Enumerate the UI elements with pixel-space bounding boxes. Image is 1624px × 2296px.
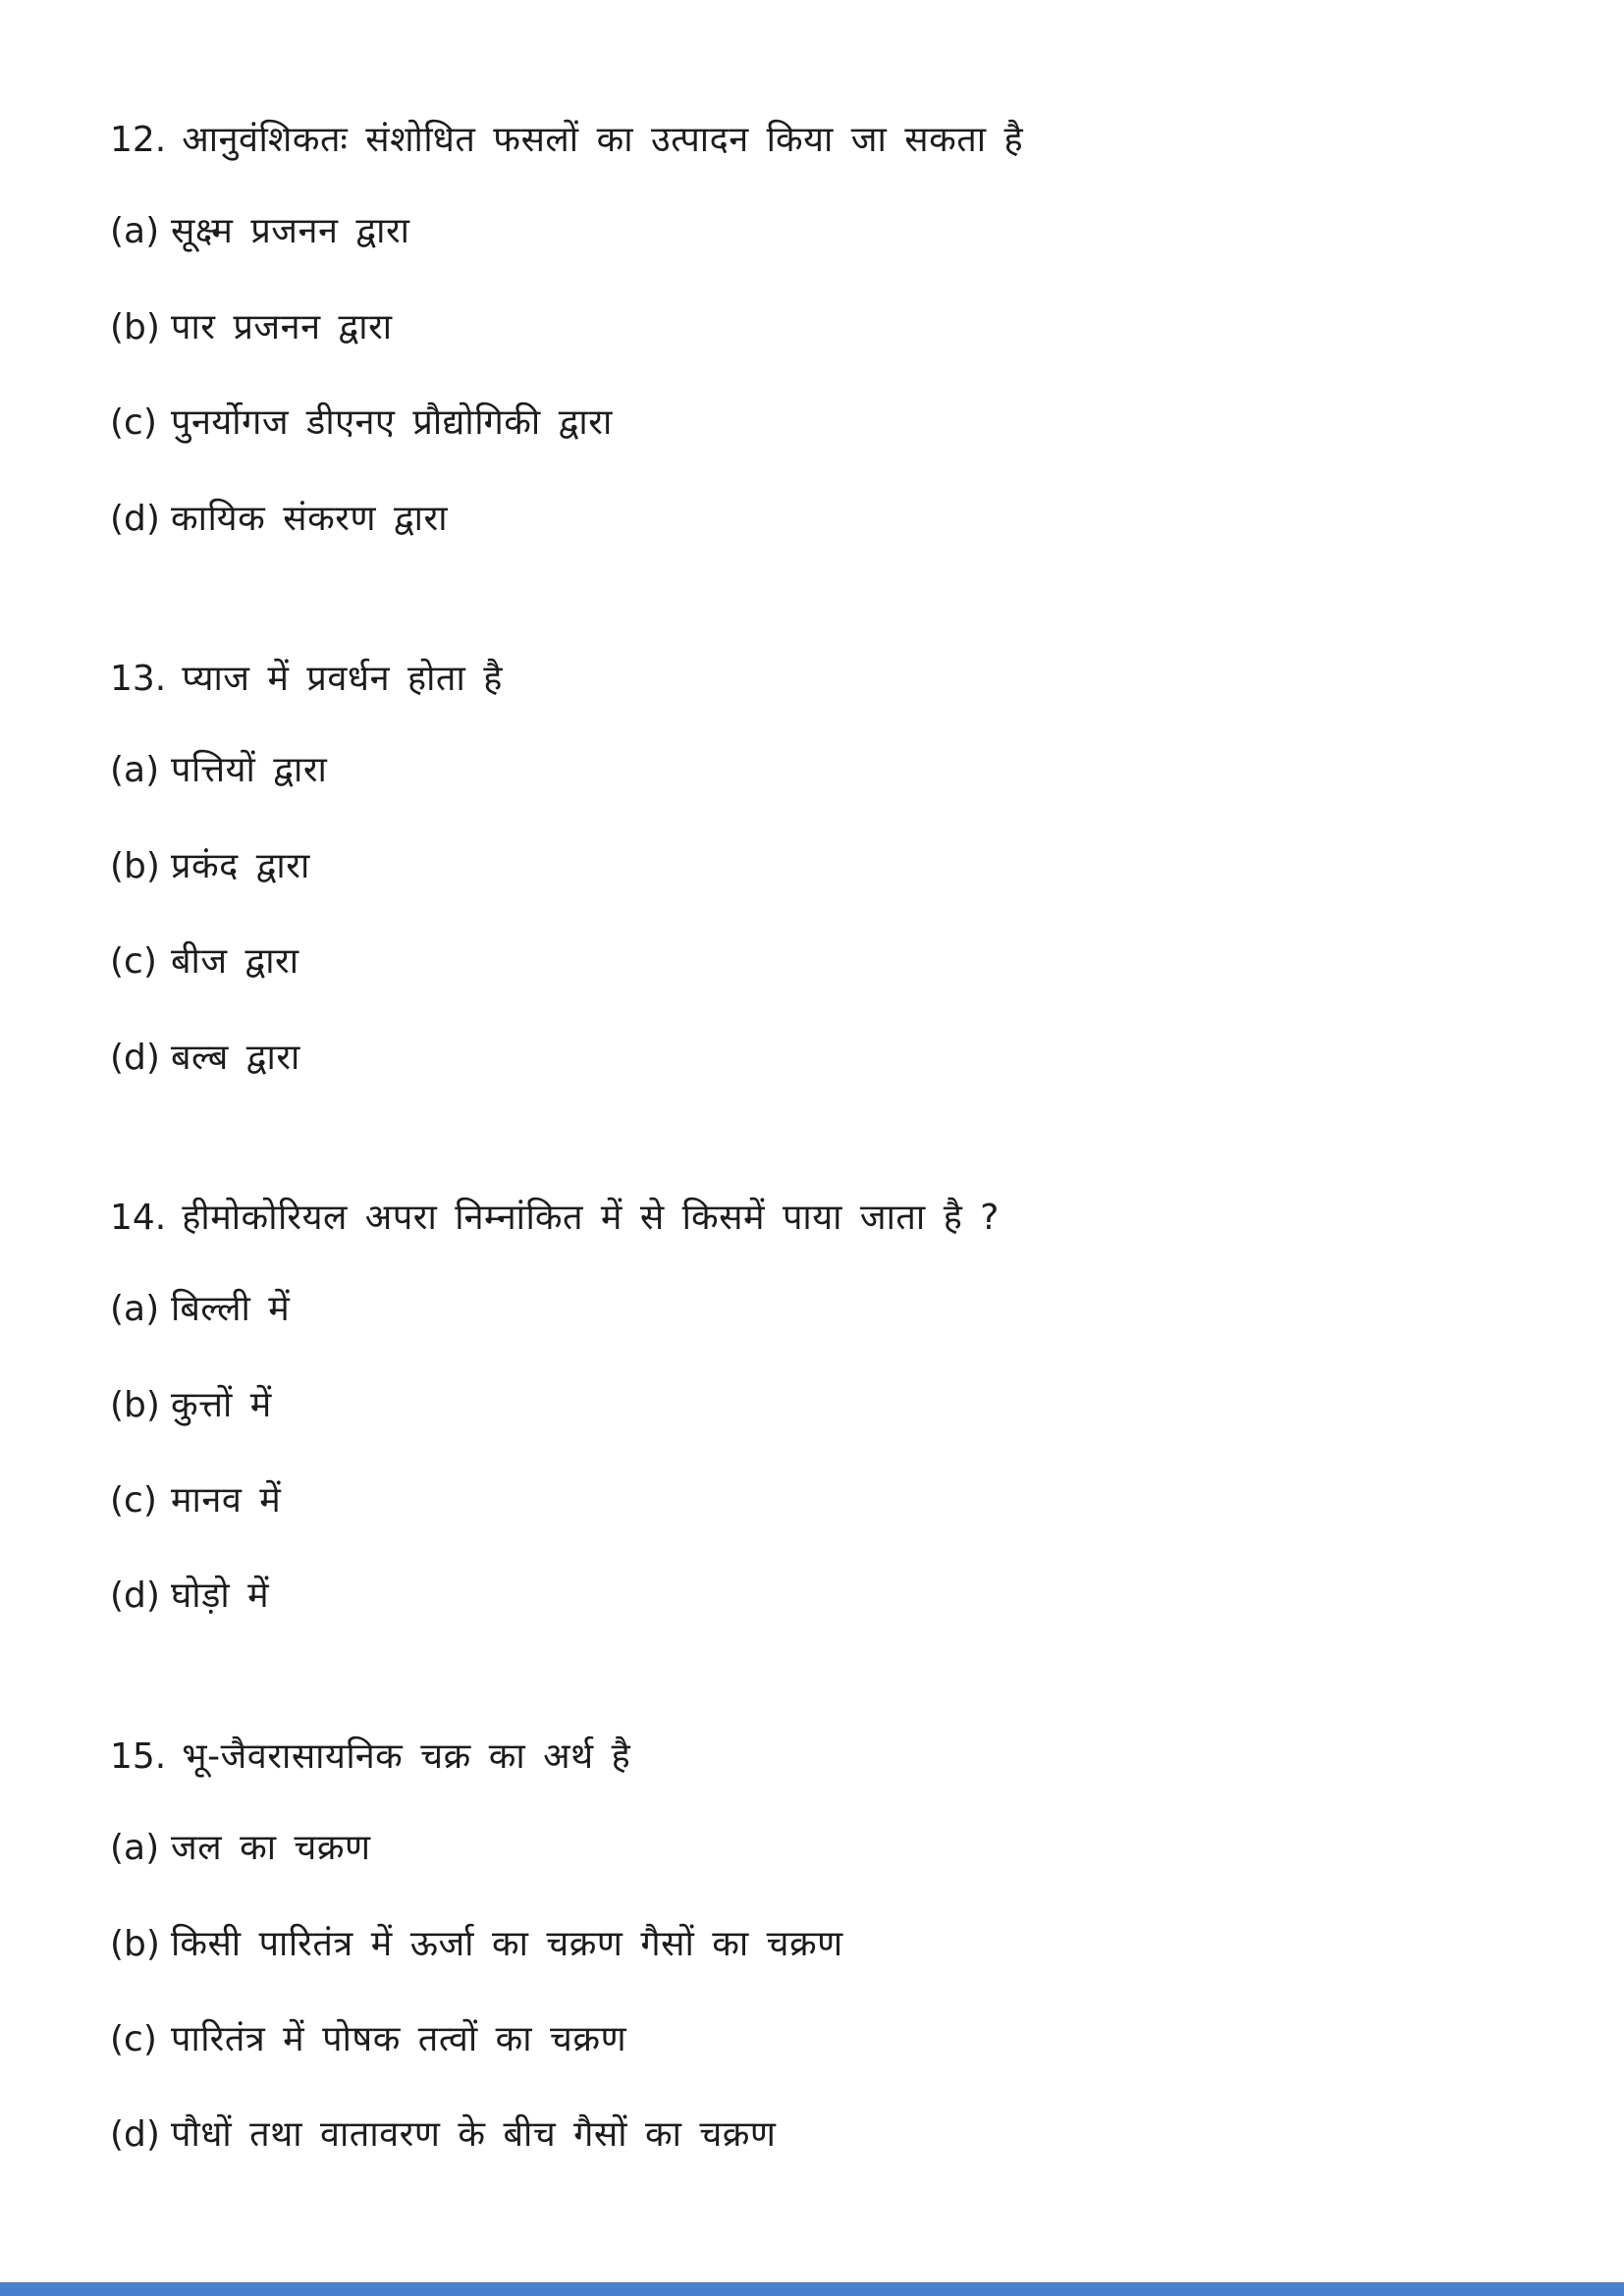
question-15 xyxy=(110,1736,1536,2156)
question-15-title xyxy=(110,1736,1536,1777)
question-number: 15. xyxy=(110,1735,167,1777)
option-text: पत्तियों द्वारा xyxy=(171,750,328,791)
option-label: (d) xyxy=(110,498,160,539)
question-15-option-d xyxy=(110,2114,1536,2155)
option-label: (c) xyxy=(110,1480,157,1522)
option-label: (d) xyxy=(110,1037,160,1078)
question-number: 12. xyxy=(110,120,167,160)
question-text: भू-जैवरासायनिक चक्र का अर्थ है xyxy=(182,1735,631,1777)
question-12-option-c xyxy=(110,402,1536,443)
question-13-title xyxy=(110,659,1536,699)
option-label: (c) xyxy=(110,402,157,444)
question-15-option-c xyxy=(110,2019,1536,2059)
option-label: (a) xyxy=(110,211,160,252)
bottom-blue-bar xyxy=(0,2282,1624,2296)
question-13-option-b xyxy=(110,846,1536,886)
question-12-title xyxy=(110,120,1536,160)
question-12 xyxy=(110,120,1536,539)
question-number: 14. xyxy=(110,1197,167,1238)
option-text: पारितंत्र में पोषक तत्वों का चक्रण xyxy=(171,2019,627,2060)
option-text: किसी पारितंत्र में ऊर्जा का चक्रण गैसों का चक्रण xyxy=(171,1923,843,1964)
option-text: पार प्रजनन द्वारा xyxy=(171,306,393,347)
option-text: कायिक संकरण द्वारा xyxy=(171,498,449,539)
question-15-option-a xyxy=(110,1828,1536,1868)
option-text: पुनर्योगज डीएनए प्रौद्योगिकी द्वारा xyxy=(171,402,613,444)
option-text: बिल्ली में xyxy=(171,1289,291,1330)
question-15-option-b xyxy=(110,1924,1536,1964)
option-label: (d) xyxy=(110,1575,160,1617)
question-14-title xyxy=(110,1198,1536,1238)
option-label: (b) xyxy=(110,845,160,886)
option-text: जल का चक्रण xyxy=(171,1828,371,1869)
option-text: पौधों तथा वातावरण के बीच गैसों का चक्रण xyxy=(171,2114,777,2156)
option-text: सूक्ष्म प्रजनन द्वारा xyxy=(171,211,410,252)
question-13-option-c xyxy=(110,941,1536,982)
question-14-option-a xyxy=(110,1289,1536,1329)
question-14-option-d xyxy=(110,1575,1536,1616)
option-text: घोड़ो में xyxy=(171,1575,270,1617)
question-14-option-b xyxy=(110,1385,1536,1425)
question-text: आनुवंशिकतः संशोधित फसलों का उत्पादन किया जा सकता है xyxy=(182,120,1024,160)
option-text: मानव में xyxy=(171,1480,282,1522)
question-text: हीमोकोरियल अपरा निम्नांकित में से किसमें पाया जाता है ? xyxy=(182,1197,1000,1238)
question-13 xyxy=(110,659,1536,1078)
option-label: (a) xyxy=(110,1289,160,1330)
question-13-option-a xyxy=(110,750,1536,790)
option-label: (a) xyxy=(110,750,160,791)
question-14 xyxy=(110,1198,1536,1617)
question-14-option-c xyxy=(110,1480,1536,1521)
question-number: 13. xyxy=(110,658,167,699)
option-label: (b) xyxy=(110,1923,160,1964)
option-label: (c) xyxy=(110,2019,157,2060)
option-text: प्रकंद द्वारा xyxy=(171,845,310,886)
option-text: कुत्तों में xyxy=(171,1384,272,1425)
option-label: (d) xyxy=(110,2114,160,2156)
option-label: (b) xyxy=(110,306,160,347)
question-12-option-a xyxy=(110,211,1536,251)
option-label: (b) xyxy=(110,1384,160,1425)
option-text: बल्ब द्वारा xyxy=(171,1037,300,1078)
option-label: (a) xyxy=(110,1828,160,1869)
question-12-option-d xyxy=(110,499,1536,539)
option-label: (c) xyxy=(110,941,157,983)
question-text: प्याज में प्रवर्धन होता है xyxy=(182,658,503,699)
question-12-option-b xyxy=(110,307,1536,347)
question-13-option-d xyxy=(110,1038,1536,1078)
option-text: बीज द्वारा xyxy=(171,941,299,983)
